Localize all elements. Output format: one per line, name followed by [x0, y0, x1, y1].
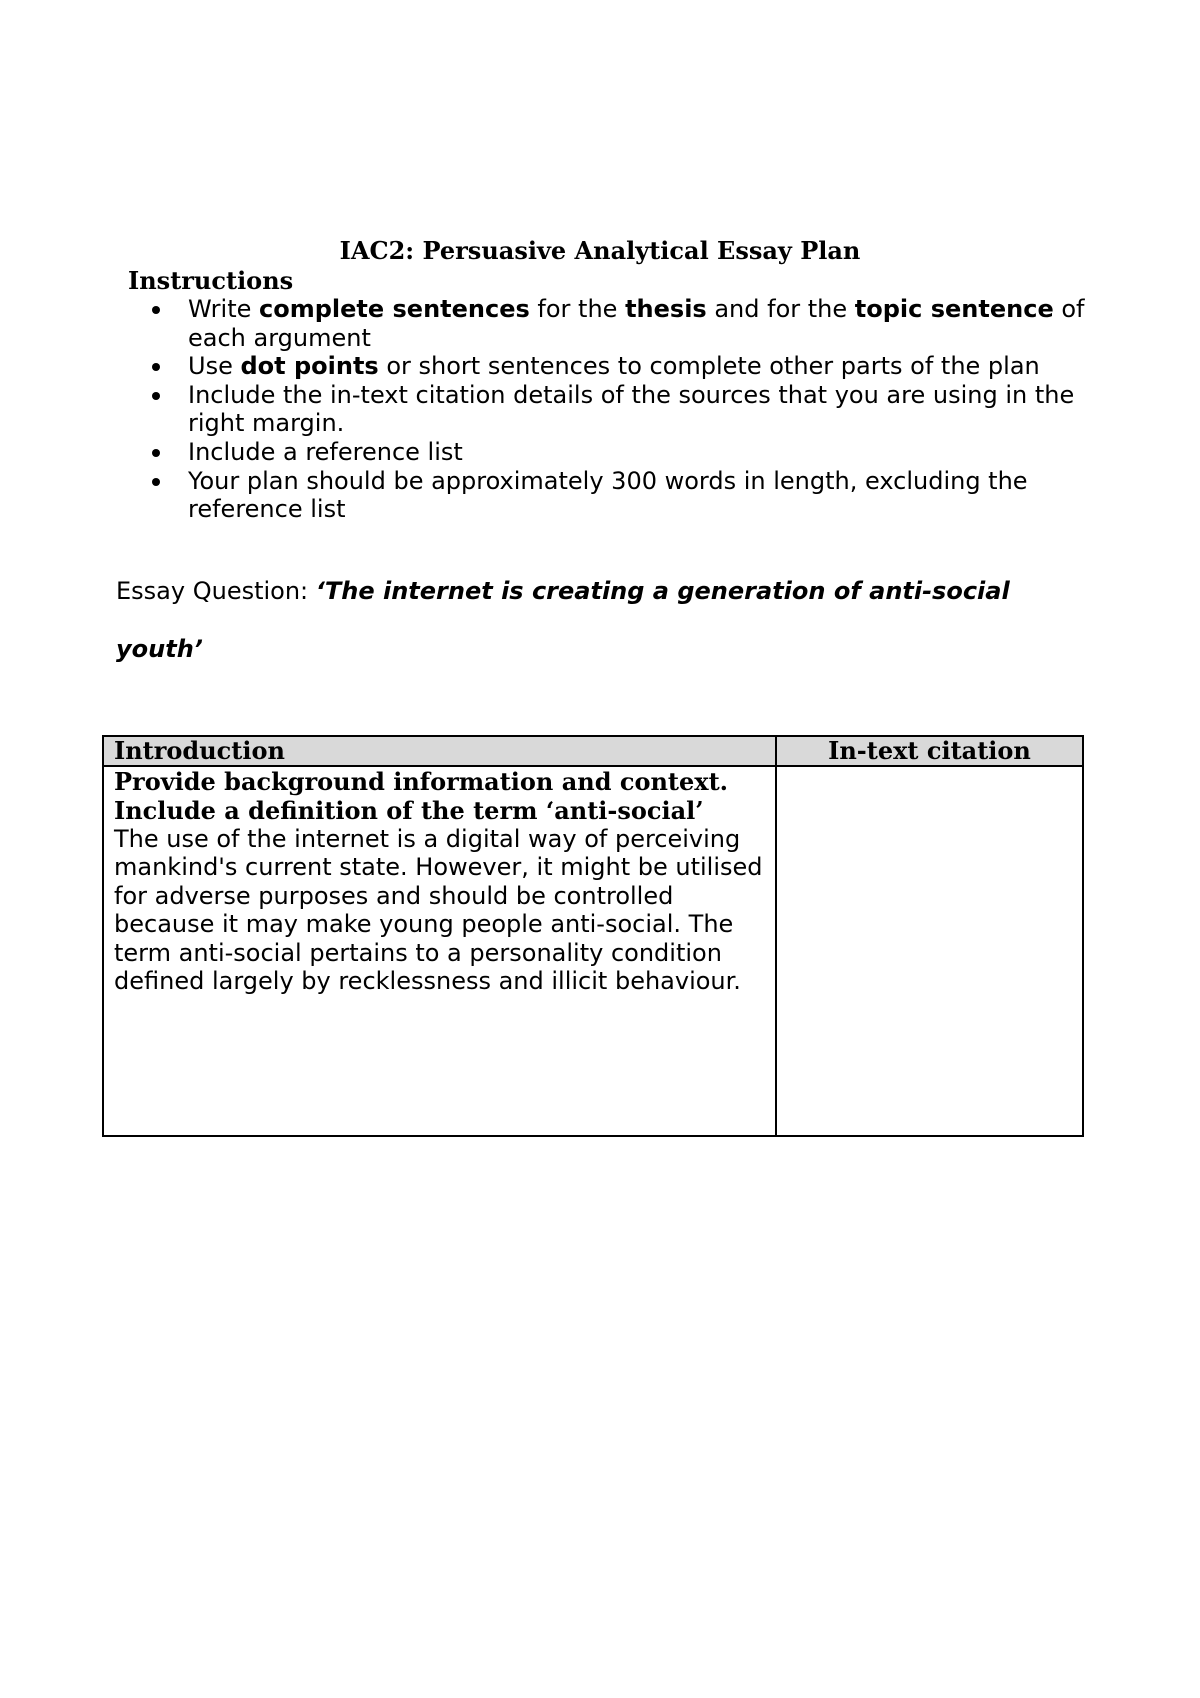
instructions-list: [188, 295, 1088, 524]
instruction-text: of each argument: [188, 295, 1085, 352]
intro-prompt-definition: Include a definition of the term ‘anti-social’: [114, 796, 704, 825]
instruction-item: [188, 352, 1088, 381]
intro-prompt-context: Provide background information and context.: [114, 767, 729, 796]
introduction-row: [103, 766, 1083, 1136]
instruction-text: Include the in-text citation details of the sources that you are using in the right margin.: [188, 380, 1075, 438]
instruction-item: [188, 381, 1088, 438]
introduction-cell[interactable]: [103, 766, 776, 1136]
citation-header: In-text citation: [776, 736, 1083, 766]
essay-question-text: ‘The internet is creating a generation of anti-social youth’: [116, 577, 1010, 663]
instruction-text: for the: [529, 295, 626, 323]
essay-question-label: Essay Question:: [116, 577, 316, 605]
instruction-text: or short sentences to complete other parts of the plan: [378, 352, 1040, 381]
citation-cell[interactable]: [776, 766, 1083, 1136]
instruction-text: Your plan should be approximately 300 words in length, excluding the reference list: [188, 466, 1028, 524]
table-header-row: [103, 736, 1083, 766]
essay-plan-table: [102, 735, 1084, 1137]
instruction-emphasis: dot points: [240, 352, 379, 381]
instruction-text: Include a reference list: [188, 437, 463, 466]
instruction-item: [188, 295, 1088, 352]
instructions-heading: Instructions: [128, 266, 294, 295]
instruction-text: Use: [188, 352, 241, 381]
instruction-text: Write: [188, 295, 259, 323]
instruction-emphasis: complete sentences: [259, 295, 530, 323]
instruction-item: [188, 438, 1088, 467]
intro-body-text: The use of the internet is a digital way of perceiving mankind's current state. However, it might be utilised for adverse purposes and should be controlled because it may make young people anti-social. The term anti-social pertains to a personality condition defined largely by recklessness and illicit behaviour.: [114, 825, 763, 996]
instruction-emphasis: topic sentence: [854, 295, 1054, 323]
instruction-item: [188, 467, 1088, 524]
instruction-text: and for the: [706, 295, 855, 323]
instruction-emphasis: thesis: [625, 295, 707, 323]
document-title: IAC2: Persuasive Analytical Essay Plan: [339, 236, 861, 265]
essay-question: [116, 562, 1076, 678]
introduction-header: Introduction: [103, 736, 776, 766]
